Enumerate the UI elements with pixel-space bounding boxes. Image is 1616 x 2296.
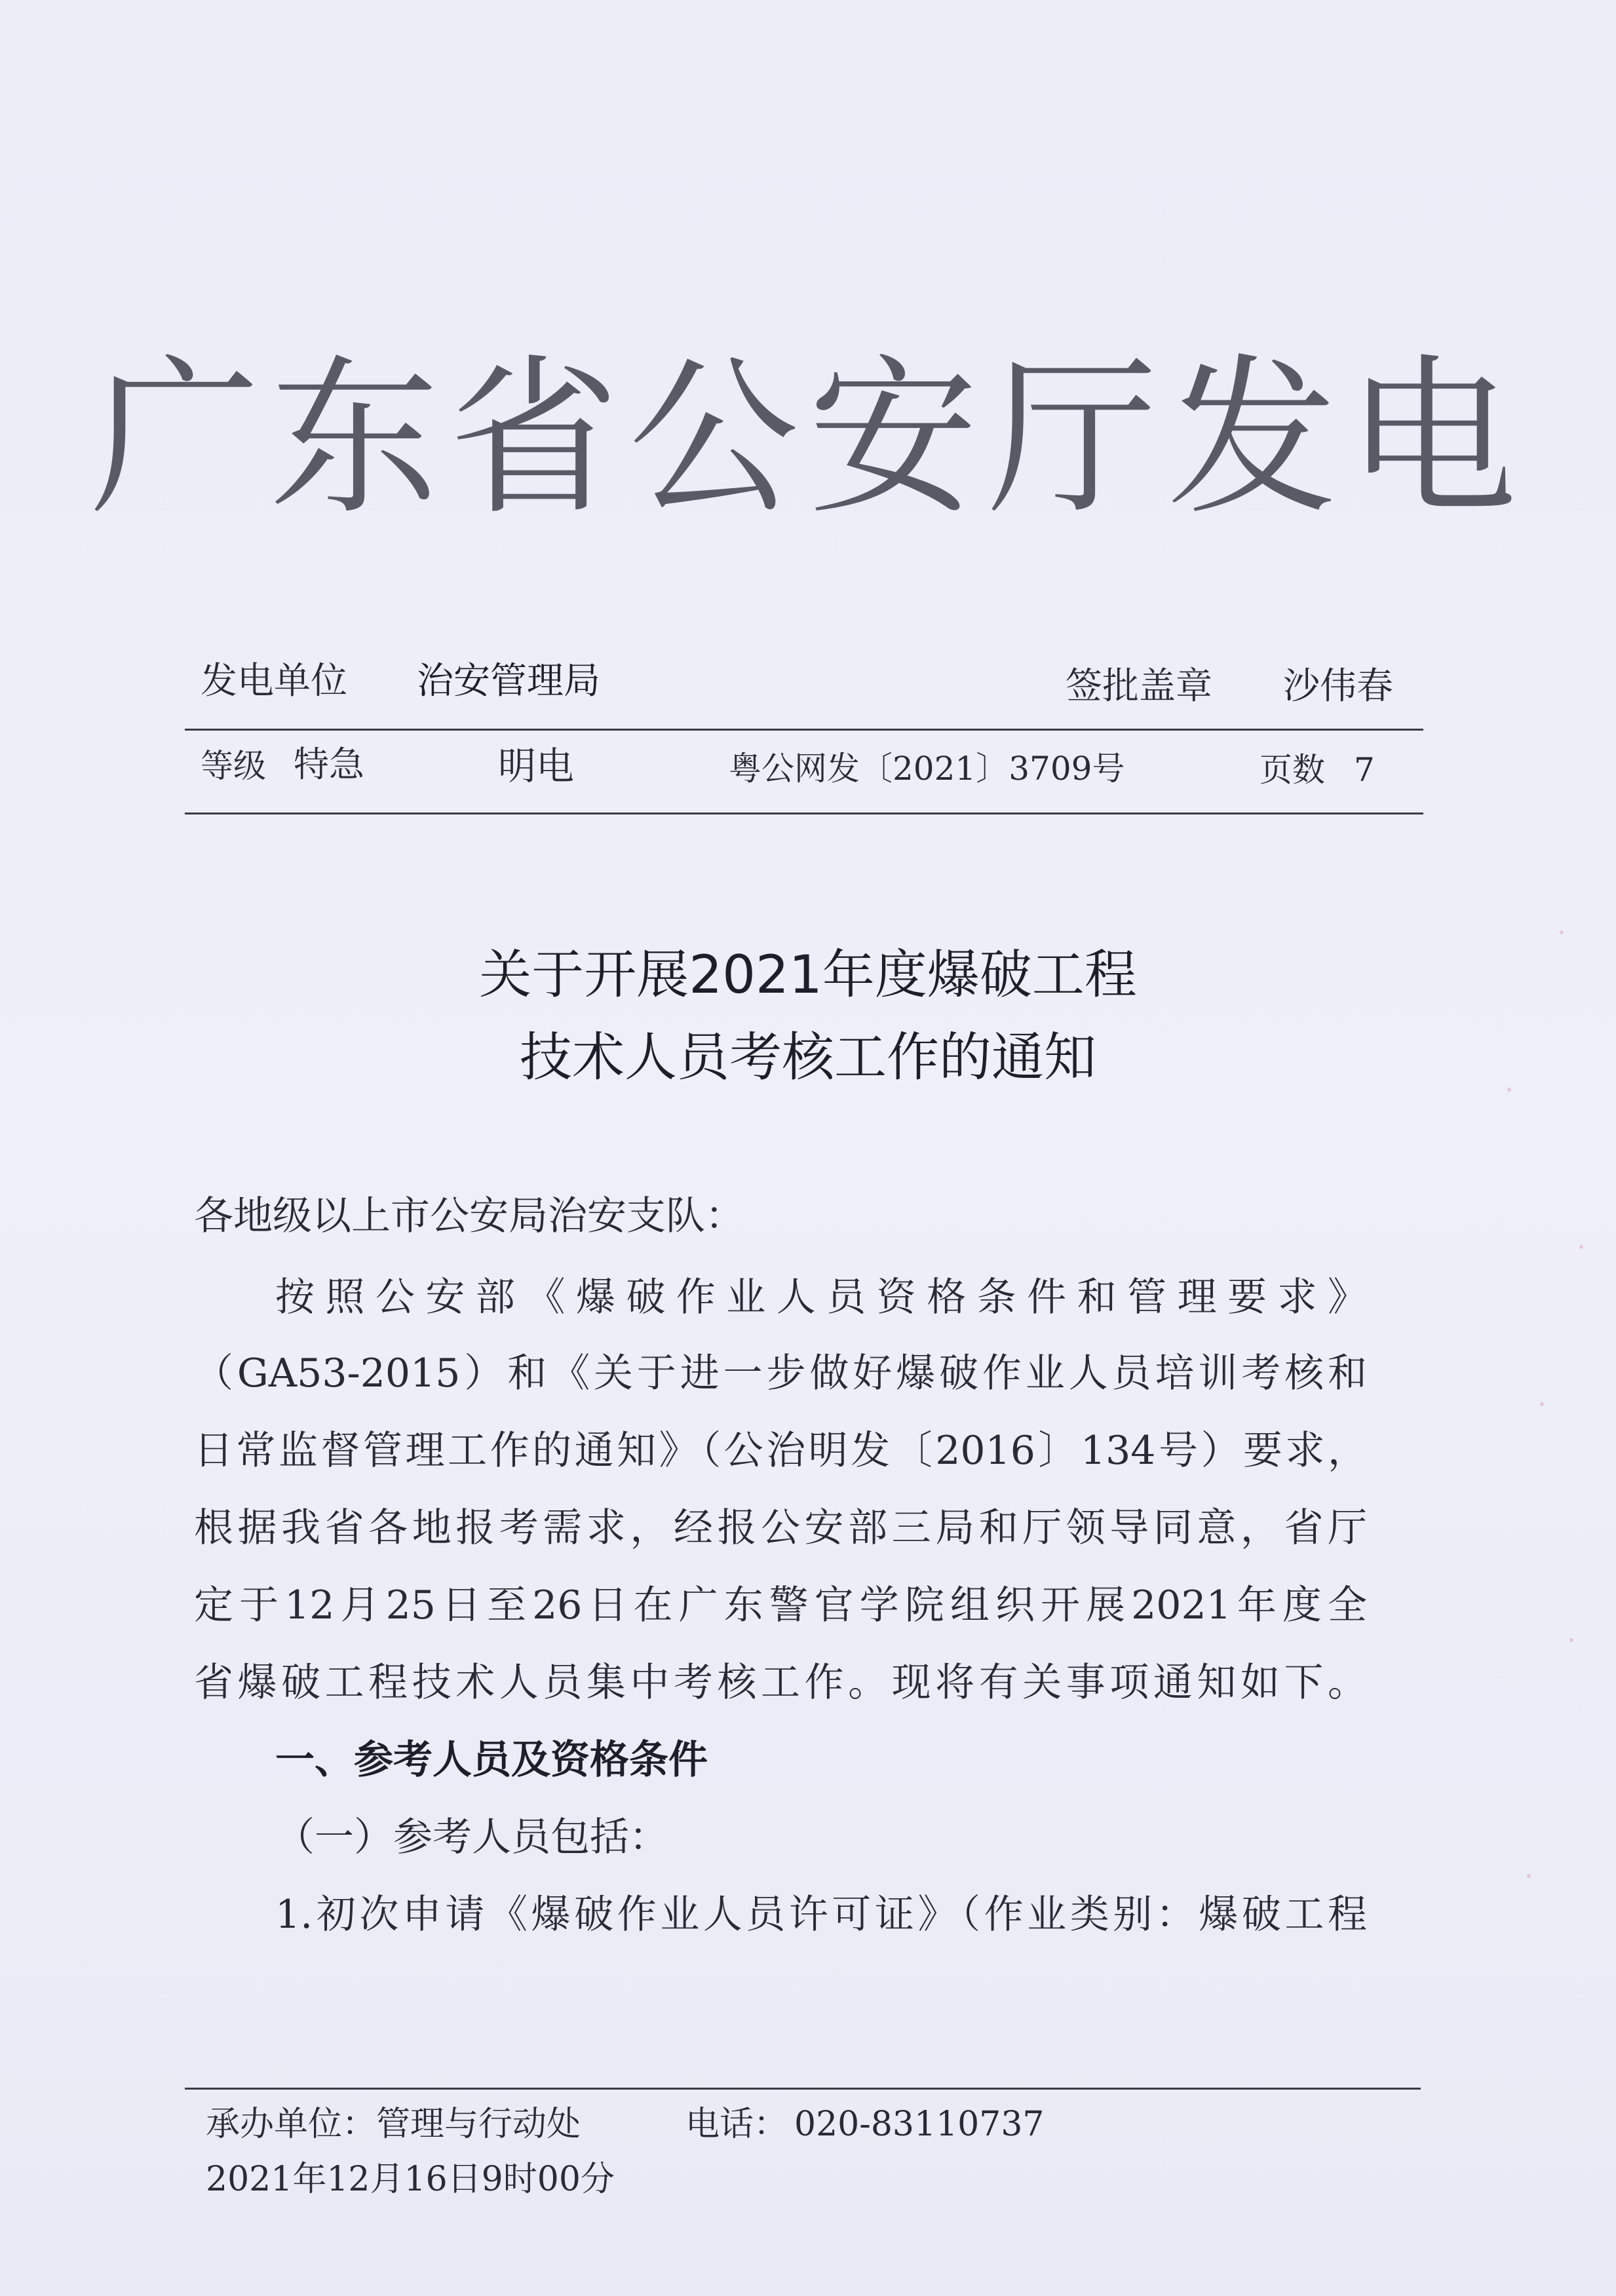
scan-speck bbox=[1507, 1088, 1511, 1092]
subsection-heading: （一）参考人员包括： bbox=[275, 1814, 668, 1860]
notice-title-line-1: 关于开展2021年度爆破工程 bbox=[479, 944, 1137, 1005]
document-number: 粤公网发〔2021〕3709号 bbox=[729, 750, 1125, 788]
notice-title-line-2: 技术人员考核工作的通知 bbox=[520, 1027, 1096, 1088]
scan-speck bbox=[1569, 1638, 1573, 1642]
scan-speck bbox=[1527, 1874, 1531, 1878]
sender-label: 发电单位 bbox=[201, 660, 347, 702]
paragraph-line: 定于12月25日至26日在广东警官学院组织开展2021年度全 bbox=[194, 1582, 1367, 1628]
header-divider-bottom bbox=[185, 813, 1423, 814]
header-divider bbox=[185, 729, 1423, 731]
handler-value: 管理与行动处 bbox=[376, 2105, 581, 2144]
scan-speck bbox=[1579, 1245, 1583, 1249]
pages-label: 页数 bbox=[1260, 751, 1325, 789]
paragraph-line: 日常监督管理工作的通知》（公治明发〔2016〕134号）要求， bbox=[194, 1428, 1367, 1474]
paragraph-line: （GA53-2015）和《关于进一步做好爆破作业人员培训考核和 bbox=[194, 1350, 1367, 1396]
paragraph-line: 根据我省各地报考需求，经报公安部三局和厅领导同意，省厅 bbox=[194, 1505, 1367, 1551]
phone-label: 电话： bbox=[685, 2105, 788, 2144]
level-label: 等级 bbox=[201, 747, 266, 785]
phone-value: 020-83110737 bbox=[794, 2105, 1045, 2144]
scan-speck bbox=[1540, 1402, 1544, 1406]
footer-divider bbox=[185, 2088, 1421, 2090]
scan-speck bbox=[1560, 930, 1564, 934]
paragraph-line: 省爆破工程技术人员集中考核工作。现将有关事项通知如下。 bbox=[194, 1660, 1367, 1706]
sender-value: 治安管理局 bbox=[417, 660, 600, 702]
list-item: 1.初次申请《爆破作业人员许可证》（作业类别：爆破工程 bbox=[275, 1892, 1367, 1938]
masthead-title: 广东省公安厅发电 bbox=[90, 340, 1526, 538]
pages-value: 7 bbox=[1354, 751, 1375, 789]
issue-datetime: 2021年12月16日9时00分 bbox=[206, 2160, 615, 2199]
approval-value: 沙伟春 bbox=[1283, 665, 1393, 708]
section-heading: 一、参考人员及资格条件 bbox=[275, 1737, 708, 1783]
approval-label: 签批盖章 bbox=[1066, 665, 1212, 708]
paragraph-line: 按照公安部《爆破作业人员资格条件和管理要求》 bbox=[275, 1274, 1367, 1320]
level-value: 特急 bbox=[294, 744, 364, 785]
transmission-type: 明电 bbox=[498, 744, 575, 788]
salutation: 各地级以上市公安局治安支队： bbox=[194, 1193, 744, 1239]
handler-label: 承办单位： bbox=[206, 2105, 377, 2144]
